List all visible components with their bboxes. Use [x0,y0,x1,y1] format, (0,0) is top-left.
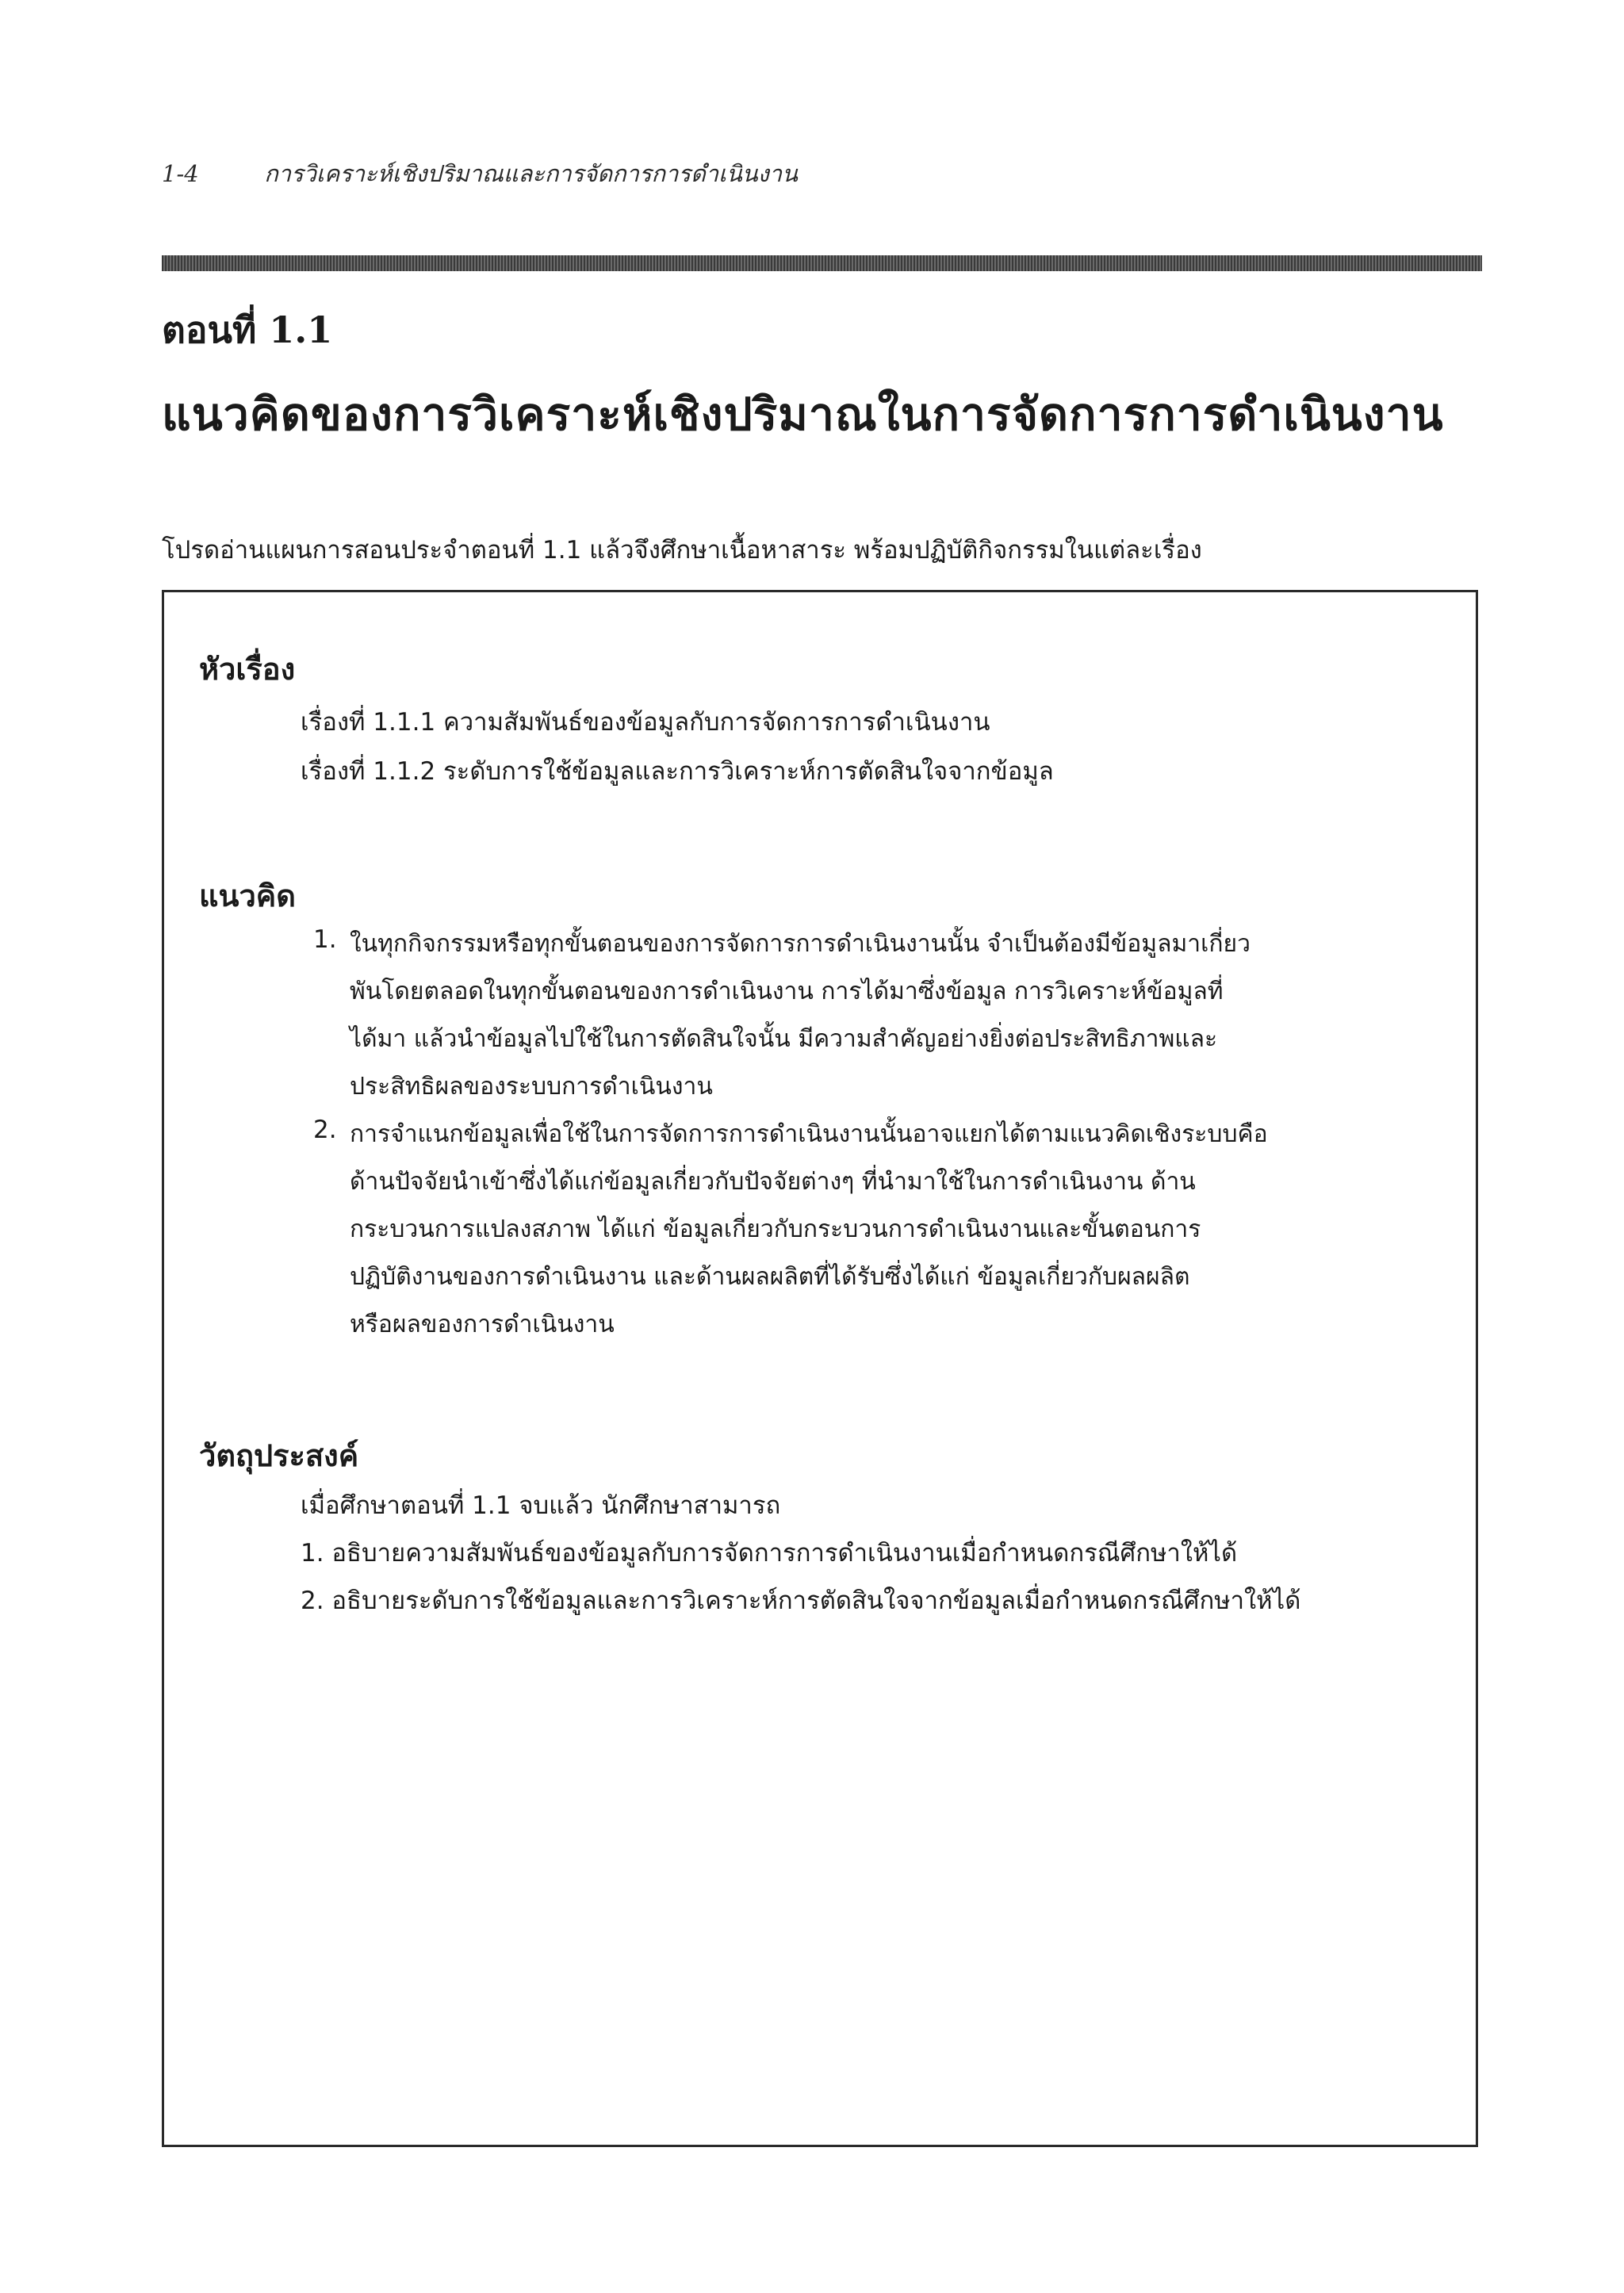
topic-item: เรื่องที่ 1.1.2 ระดับการใช้ข้อมูลและการวิเคราะห์การตัดสินใจจากข้อมูล [301,757,1054,786]
topics-heading: หัวเรื่อง [199,651,296,687]
concept-line: กระบวนการแปลงสภาพ ได้แก่ ข้อมูลเกี่ยวกับกระบวนการดำเนินงานและขั้นตอนการ [350,1215,1201,1243]
section-intro: โปรดอ่านแผนการสอนประจำตอนที่ 1.1 แล้วจึงศึกษาเนื้อหาสาระ พร้อมปฏิบัติกิจกรรมในแต่ละเรื่อง [162,536,1202,565]
content-box [162,590,1478,2147]
section-title: แนวคิดของการวิเคราะห์เชิงปริมาณในการจัดการการดำเนินงาน [162,388,1444,441]
topic-item: เรื่องที่ 1.1.1 ความสัมพันธ์ของข้อมูลกับการจัดการการดำเนินงาน [301,708,990,737]
concept-line: หรือผลของการดำเนินงาน [350,1311,615,1338]
concept-number: 1. [313,925,337,954]
concept-line: ประสิทธิผลของระบบการดำเนินงาน [350,1073,713,1101]
concepts-heading: แนวคิด [199,878,296,913]
objectives-intro: เมื่อศึกษาตอนที่ 1.1 จบแล้ว นักศึกษาสามารถ [301,1491,781,1520]
concept-line: ด้านปัจจัยนำเข้าซึ่งได้แก่ข้อมูลเกี่ยวกับปัจจัยต่างๆ ที่นำมาใช้ในการดำเนินงาน ด้าน [350,1168,1196,1196]
concept-line: การจำแนกข้อมูลเพื่อใช้ในการจัดการการดำเนินงานนั้นอาจแยกได้ตามแนวคิดเชิงระบบคือ [350,1120,1268,1148]
section-label: ตอนที่ 1.1 [162,308,333,351]
concept-line: พันโดยตลอดในทุกขั้นตอนของการดำเนินงาน การได้มาซึ่งข้อมูล การวิเคราะห์ข้อมูลที่ [350,978,1224,1005]
page-number: 1-4 [162,160,199,187]
header-rule-bar [162,255,1482,271]
running-header [162,155,798,192]
running-title: การวิเคราะห์เชิงปริมาณและการจัดการการดำเนินงาน [264,160,798,187]
objective-item: 2. อธิบายระดับการใช้ข้อมูลและการวิเคราะห์การตัดสินใจจากข้อมูลเมื่อกำหนดกรณีศึกษาให้ได้ [301,1587,1301,1615]
concept-line: ได้มา แล้วนำข้อมูลไปใช้ในการตัดสินใจนั้น มีความสำคัญอย่างยิ่งต่อประสิทธิภาพและ [350,1025,1218,1053]
concept-line: ในทุกกิจกรรมหรือทุกขั้นตอนของการจัดการการดำเนินงานนั้น จำเป็นต้องมีข้อมูลมาเกี่ยว [350,930,1251,958]
concept-number: 2. [313,1116,337,1144]
objectives-heading: วัตถุประสงค์ [199,1437,359,1473]
concept-line: ปฏิบัติงานของการดำเนินงาน และด้านผลผลิตที่ได้รับซึ่งได้แก่ ข้อมูลเกี่ยวกับผลผลิต [350,1263,1190,1291]
objective-item: 1. อธิบายความสัมพันธ์ของข้อมูลกับการจัดการการดำเนินงานเมื่อกำหนดกรณีศึกษาให้ได้ [301,1539,1238,1568]
